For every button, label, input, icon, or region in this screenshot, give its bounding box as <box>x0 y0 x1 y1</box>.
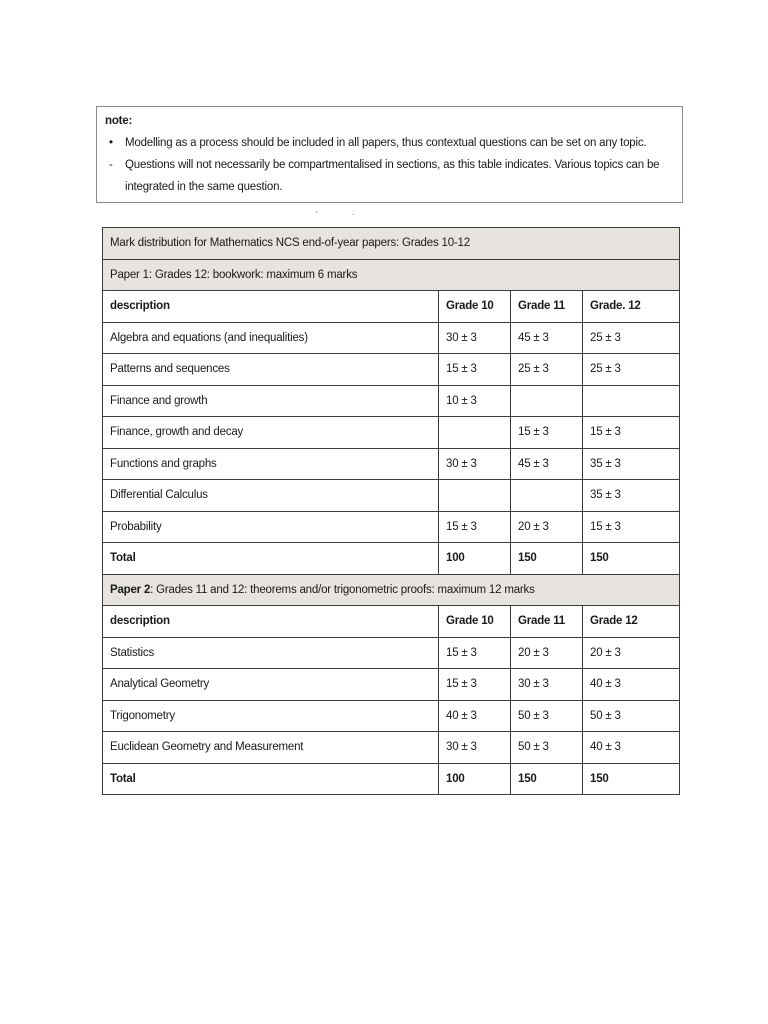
paper2-total-row <box>103 763 680 795</box>
note-item <box>105 132 674 154</box>
mark-cell: 15 ± 3 <box>583 417 680 449</box>
topic-cell: Statistics <box>103 637 439 669</box>
total-cell: 150 <box>511 763 583 795</box>
mark-cell: 50 ± 3 <box>583 700 680 732</box>
mark-cell <box>439 480 511 512</box>
mark-cell: 15 ± 3 <box>439 637 511 669</box>
table-title: Mark distribution for Mathematics NCS end-of-year papers: Grades 10-12 <box>103 228 680 260</box>
dash-icon: - <box>109 159 113 171</box>
table-row <box>103 448 680 480</box>
mark-cell: 35 ± 3 <box>583 448 680 480</box>
table-row <box>103 385 680 417</box>
total-label: Total <box>103 543 439 575</box>
mark-distribution-table <box>102 227 680 795</box>
table-row <box>103 732 680 764</box>
topic-cell: Euclidean Geometry and Measurement <box>103 732 439 764</box>
total-cell: 150 <box>583 543 680 575</box>
topic-cell: Finance and growth <box>103 385 439 417</box>
total-cell: 100 <box>439 763 511 795</box>
topic-cell: Finance, growth and decay <box>103 417 439 449</box>
note-title: note: <box>105 115 133 127</box>
topic-cell: Analytical Geometry <box>103 669 439 701</box>
mark-cell: 25 ± 3 <box>511 354 583 386</box>
column-header: Grade 10 <box>439 291 511 323</box>
mark-cell: 25 ± 3 <box>583 322 680 354</box>
paper1-total-row <box>103 543 680 575</box>
mark-cell: 20 ± 3 <box>511 637 583 669</box>
mark-cell <box>583 385 680 417</box>
table-row <box>103 417 680 449</box>
mark-cell: 50 ± 3 <box>511 732 583 764</box>
mark-cell: 40 ± 3 <box>439 700 511 732</box>
note-item-text: Questions will not necessarily be compartmentalised in sections, as this table indicates. Various topics can be integrated in the same question. <box>125 159 660 193</box>
mark-cell: 20 ± 3 <box>583 637 680 669</box>
mark-cell: 45 ± 3 <box>511 448 583 480</box>
table-row <box>103 637 680 669</box>
topic-cell: Differential Calculus <box>103 480 439 512</box>
total-cell: 100 <box>439 543 511 575</box>
paper2-heading-row <box>103 574 680 606</box>
paper1-header-row <box>103 291 680 323</box>
table-row <box>103 511 680 543</box>
table-row <box>103 480 680 512</box>
total-cell: 150 <box>583 763 680 795</box>
column-header: description <box>103 606 439 638</box>
mark-cell: 45 ± 3 <box>511 322 583 354</box>
table-row <box>103 700 680 732</box>
paper2-heading-bold: Paper 2 <box>110 583 151 596</box>
mark-cell: 15 ± 3 <box>583 511 680 543</box>
mark-cell: 25 ± 3 <box>583 354 680 386</box>
bullet-icon: • <box>109 137 113 149</box>
table-row <box>103 322 680 354</box>
mark-cell: 30 ± 3 <box>439 732 511 764</box>
note-box <box>96 106 683 203</box>
mark-cell: 30 ± 3 <box>511 669 583 701</box>
paper1-heading: Paper 1: Grades 12: bookwork: maximum 6 marks <box>103 259 680 291</box>
topic-cell: Trigonometry <box>103 700 439 732</box>
column-header: Grade 11 <box>511 291 583 323</box>
table-row <box>103 669 680 701</box>
column-header: Grade 10 <box>439 606 511 638</box>
column-header: Grade 11 <box>511 606 583 638</box>
note-item-text: Modelling as a process should be included in all papers, thus contextual questions can be set on any topic. <box>125 137 647 149</box>
total-cell: 150 <box>511 543 583 575</box>
mark-cell: 15 ± 3 <box>439 511 511 543</box>
mark-cell: 30 ± 3 <box>439 448 511 480</box>
topic-cell: Probability <box>103 511 439 543</box>
note-item <box>105 154 674 198</box>
table-row <box>103 354 680 386</box>
column-header: Grade. 12 <box>583 291 680 323</box>
mark-cell: 10 ± 3 <box>439 385 511 417</box>
stray-marks: ' · <box>316 210 371 219</box>
paper2-heading <box>103 574 680 606</box>
mark-cell <box>511 480 583 512</box>
topic-cell: Algebra and equations (and inequalities) <box>103 322 439 354</box>
mark-cell: 35 ± 3 <box>583 480 680 512</box>
mark-cell: 20 ± 3 <box>511 511 583 543</box>
paper2-heading-rest: : Grades 11 and 12: theorems and/or trigonometric proofs: maximum 12 marks <box>150 583 535 596</box>
paper2-header-row <box>103 606 680 638</box>
column-header: description <box>103 291 439 323</box>
total-label: Total <box>103 763 439 795</box>
mark-cell <box>439 417 511 449</box>
column-header: Grade 12 <box>583 606 680 638</box>
topic-cell: Patterns and sequences <box>103 354 439 386</box>
paper1-heading-row <box>103 259 680 291</box>
note-list <box>105 132 674 198</box>
table-title-row <box>103 228 680 260</box>
mark-cell: 15 ± 3 <box>439 669 511 701</box>
mark-cell: 40 ± 3 <box>583 669 680 701</box>
mark-cell: 15 ± 3 <box>511 417 583 449</box>
topic-cell: Functions and graphs <box>103 448 439 480</box>
mark-cell: 40 ± 3 <box>583 732 680 764</box>
mark-cell <box>511 385 583 417</box>
mark-cell: 30 ± 3 <box>439 322 511 354</box>
mark-cell: 15 ± 3 <box>439 354 511 386</box>
mark-cell: 50 ± 3 <box>511 700 583 732</box>
